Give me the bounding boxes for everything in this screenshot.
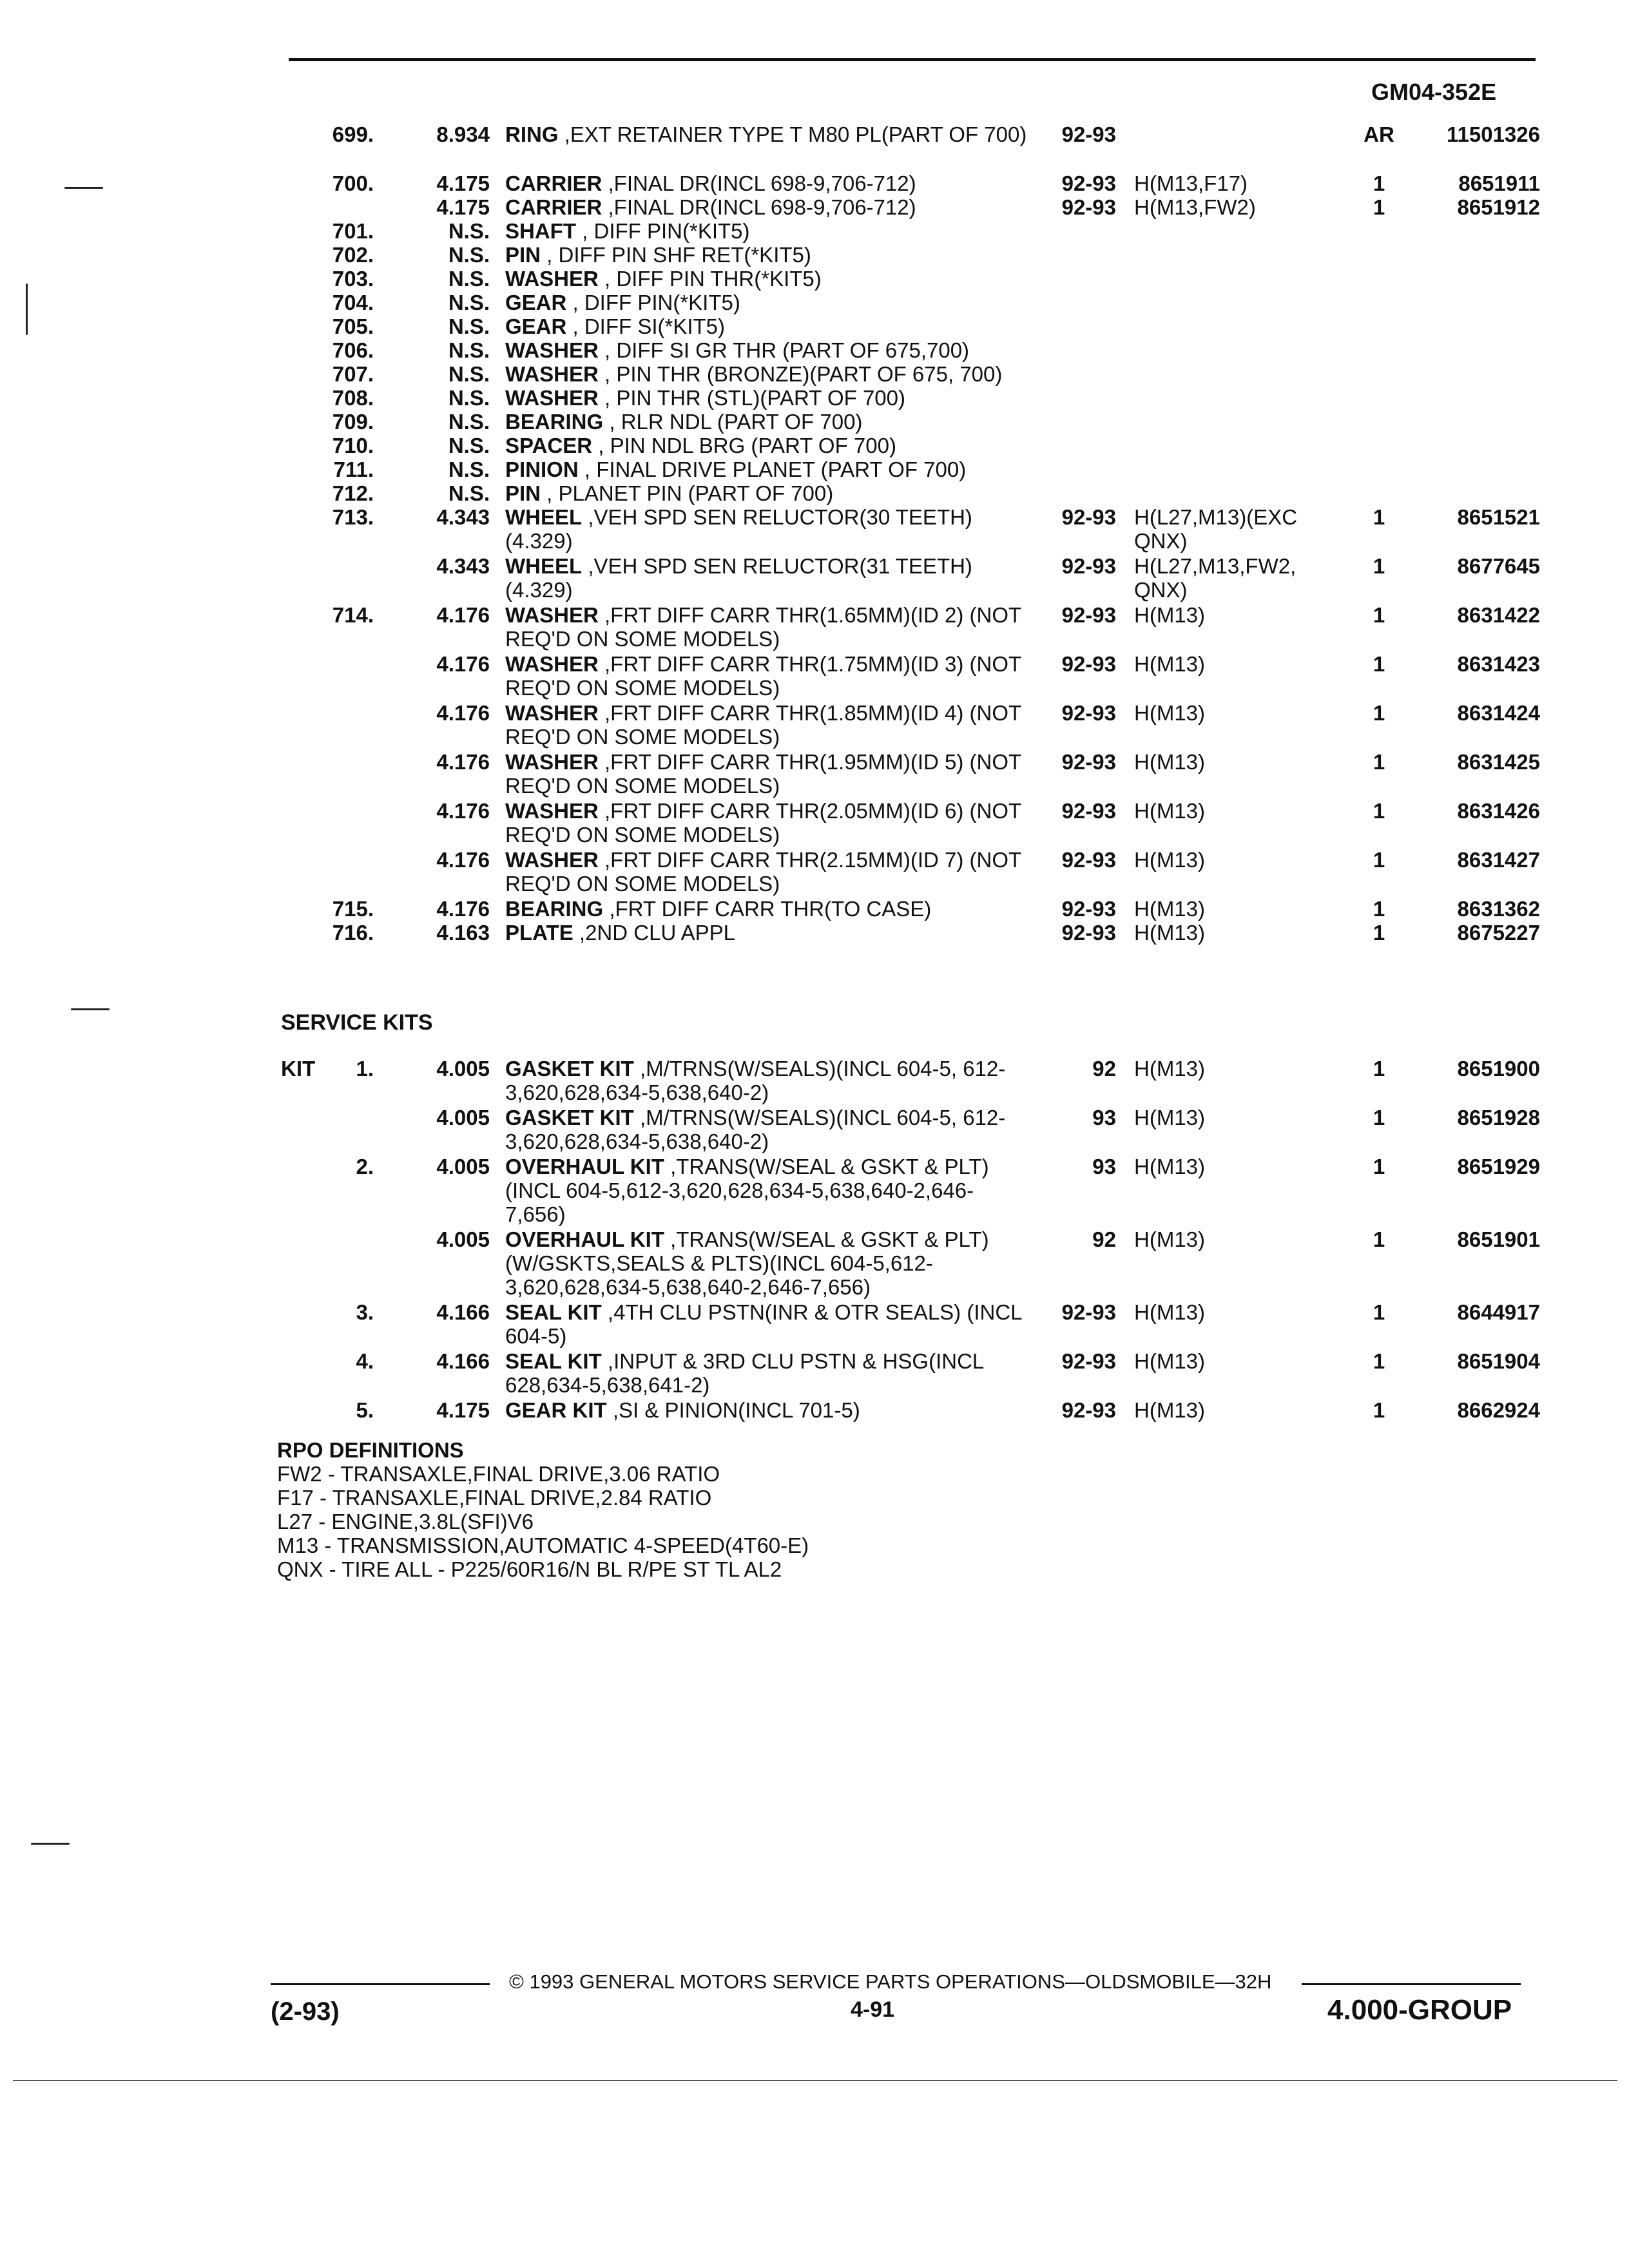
part-number: 8631423 — [1457, 652, 1540, 676]
group-number: 8.934 — [436, 122, 490, 146]
rpo-line: L27 - ENGINE,3.8L(SFI)V6 — [277, 1510, 534, 1533]
quantity: 1 — [1373, 1349, 1385, 1373]
part-number: 8651911 — [1458, 171, 1540, 195]
part-number: 8631426 — [1457, 799, 1540, 823]
part-detail: ,VEH SPD SEN RELUCTOR(31 TEETH) (4.329) — [505, 554, 972, 602]
bottom-rule — [13, 2080, 1617, 2081]
part-row — [0, 338, 1629, 362]
part-description — [505, 1106, 1034, 1153]
ref-number: 704. — [332, 291, 374, 314]
quantity: 1 — [1373, 848, 1385, 872]
application: H(L27,M13)(EXC QNX) — [1134, 505, 1298, 553]
application: H(M13,FW2) — [1134, 195, 1256, 219]
part-row — [0, 386, 1629, 410]
part-description — [505, 195, 1034, 219]
group-number: N.S. — [448, 410, 490, 434]
part-name: PIN — [505, 243, 541, 267]
part-detail: , DIFF SI GR THR (PART OF 675,700) — [598, 338, 970, 362]
part-name: SEAL KIT — [505, 1349, 602, 1373]
model-year: 93 — [1092, 1106, 1116, 1129]
group-number: 4.176 — [436, 799, 490, 823]
group-number: N.S. — [448, 362, 490, 386]
part-name: PIN — [505, 481, 541, 505]
application: H(M13) — [1134, 1349, 1206, 1373]
model-year: 92-93 — [1061, 171, 1116, 195]
part-description — [505, 1227, 1034, 1299]
model-year: 92-93 — [1061, 554, 1116, 578]
part-row — [0, 652, 1629, 701]
model-year: 92-93 — [1061, 505, 1116, 529]
part-row — [0, 921, 1629, 945]
part-name: SPACER — [505, 434, 593, 457]
ref-number: 706. — [332, 338, 374, 362]
group-number: 4.343 — [436, 554, 490, 578]
part-row — [0, 481, 1629, 505]
model-year: 92 — [1092, 1227, 1116, 1251]
model-year: 92 — [1092, 1057, 1116, 1081]
part-detail: ,M/TRNS(W/SEALS)(INCL 604-5, 612-3,620,628,634-5,638,640-2) — [505, 1057, 1006, 1104]
scan-mark — [31, 1843, 70, 1845]
application: H(M13) — [1134, 701, 1206, 725]
quantity: 1 — [1373, 1227, 1385, 1251]
rpo-line: QNX - TIRE ALL - P225/60R16/N BL R/PE ST TL AL2 — [277, 1557, 782, 1581]
rpo-title: RPO DEFINITIONS — [277, 1438, 464, 1462]
part-description — [505, 750, 1034, 798]
part-detail: ,FRT DIFF CARR THR(2.15MM)(ID 7) (NOT REQ'D ON SOME MODELS) — [505, 848, 1021, 896]
ref-number: 703. — [332, 267, 374, 291]
part-detail: , PIN THR (STL)(PART OF 700) — [598, 386, 905, 410]
part-number: 8631422 — [1457, 603, 1540, 627]
ref-number: 5. — [356, 1398, 374, 1422]
part-row — [0, 434, 1629, 457]
part-detail: ,TRANS(W/SEAL & GSKT & PLT)(INCL 604-5,612-3,620,628,634-5,638,640-2,646-7,656) — [505, 1155, 989, 1226]
model-year: 92-93 — [1061, 897, 1116, 921]
ref-number: 1. — [356, 1057, 374, 1081]
part-description — [505, 554, 1034, 602]
part-description — [505, 362, 1034, 386]
part-description — [505, 603, 1034, 651]
part-row — [0, 554, 1629, 603]
ref-number: 712. — [332, 481, 374, 505]
part-number: 8651912 — [1457, 195, 1540, 219]
part-description — [505, 1349, 1034, 1397]
group-number: N.S. — [448, 386, 490, 410]
part-detail: ,FRT DIFF CARR THR(TO CASE) — [603, 897, 932, 921]
application: H(M13) — [1134, 1398, 1206, 1422]
part-name: RING — [505, 122, 559, 146]
part-description — [505, 434, 1034, 457]
ref-number: 2. — [356, 1155, 374, 1178]
kit-row — [0, 1300, 1629, 1349]
part-detail: , RLR NDL (PART OF 700) — [603, 410, 863, 434]
part-name: GASKET KIT — [505, 1057, 634, 1081]
group-number: 4.176 — [436, 652, 490, 676]
quantity: 1 — [1373, 652, 1385, 676]
application: H(M13) — [1134, 848, 1206, 872]
part-number: 11501326 — [1446, 122, 1540, 146]
part-description — [505, 1300, 1034, 1348]
ref-number: 700. — [332, 171, 374, 195]
application: H(L27,M13,FW2, QNX) — [1134, 554, 1296, 602]
part-number: 8631424 — [1457, 701, 1540, 725]
group-number: N.S. — [448, 243, 490, 267]
ref-number: 715. — [332, 897, 374, 921]
ref-number: 710. — [332, 434, 374, 457]
group-number: 4.176 — [436, 897, 490, 921]
part-detail: ,FRT DIFF CARR THR(1.65MM)(ID 2) (NOT REQ'D ON SOME MODELS) — [505, 603, 1021, 651]
part-description — [505, 171, 1034, 195]
part-row — [0, 848, 1629, 897]
scan-mark — [64, 187, 103, 189]
part-description — [505, 701, 1034, 749]
application: H(M13) — [1134, 1155, 1206, 1178]
part-row — [0, 897, 1629, 921]
ref-number: 711. — [333, 457, 374, 481]
part-name: GEAR KIT — [505, 1398, 607, 1422]
part-number: 8631427 — [1457, 848, 1540, 872]
quantity: 1 — [1373, 195, 1385, 219]
scan-mark — [71, 1008, 110, 1010]
application: H(M13) — [1134, 799, 1206, 823]
part-name: CARRIER — [505, 171, 602, 195]
part-row — [0, 410, 1629, 434]
kit-row — [0, 1155, 1629, 1227]
application: H(M13) — [1134, 1057, 1206, 1081]
model-year: 92-93 — [1061, 122, 1116, 146]
kit-label: KIT — [281, 1057, 316, 1081]
model-year: 92-93 — [1061, 701, 1116, 725]
part-name: WASHER — [505, 362, 599, 386]
part-number: 8631362 — [1457, 897, 1540, 921]
part-row — [0, 603, 1629, 652]
group-number: 4.176 — [436, 848, 490, 872]
part-name: OVERHAUL KIT — [505, 1227, 664, 1251]
application: H(M13) — [1134, 897, 1206, 921]
part-description — [505, 291, 1034, 314]
part-row — [0, 291, 1629, 314]
part-row — [0, 195, 1629, 219]
part-row — [0, 267, 1629, 291]
ref-number: 716. — [332, 921, 374, 945]
revision-date: (2-93) — [271, 1997, 340, 2026]
application: H(M13) — [1134, 921, 1206, 945]
group-number: 4.005 — [436, 1106, 490, 1129]
part-detail: , DIFF PIN SHF RET(*KIT5) — [541, 243, 811, 267]
service-kits-table — [0, 1057, 1629, 1422]
quantity: 1 — [1373, 505, 1385, 529]
ref-number: 708. — [332, 386, 374, 410]
parts-table — [0, 122, 1629, 945]
group-number: 4.166 — [436, 1300, 490, 1324]
part-number: 8651928 — [1457, 1106, 1540, 1129]
part-detail: ,4TH CLU PSTN(INR & OTR SEALS) (INCL 604-5) — [505, 1300, 1022, 1348]
application: H(M13) — [1134, 1106, 1206, 1129]
quantity: 1 — [1373, 1106, 1385, 1129]
group-number: 4.175 — [436, 195, 490, 219]
part-detail: ,FINAL DR(INCL 698-9,706-712) — [602, 171, 916, 195]
part-name: SHAFT — [505, 219, 576, 243]
service-kits-heading: SERVICE KITS — [281, 1010, 433, 1035]
ref-number: 699. — [332, 122, 374, 146]
ref-number: 4. — [356, 1349, 374, 1373]
part-name: GEAR — [505, 291, 567, 314]
group-number: 4.005 — [436, 1057, 490, 1081]
group-number: N.S. — [448, 314, 490, 338]
group-number: N.S. — [448, 291, 490, 314]
part-name: WASHER — [505, 701, 599, 725]
ref-number: 702. — [332, 243, 374, 267]
scan-mark — [26, 284, 28, 335]
part-number: 8651900 — [1457, 1057, 1540, 1081]
group-number: 4.176 — [436, 603, 490, 627]
model-year: 92-93 — [1061, 750, 1116, 774]
quantity: 1 — [1373, 897, 1385, 921]
quantity: 1 — [1373, 921, 1385, 945]
part-name: BEARING — [505, 410, 604, 434]
part-name: PLATE — [505, 921, 574, 945]
model-year: 92-93 — [1061, 652, 1116, 676]
copyright-text: © 1993 GENERAL MOTORS SERVICE PARTS OPERATIONS—OLDSMOBILE—32H — [509, 1970, 1272, 1993]
part-number: 8662924 — [1457, 1398, 1540, 1422]
part-name: WASHER — [505, 603, 599, 627]
part-detail: ,EXT RETAINER TYPE T M80 PL(PART OF 700) — [558, 122, 1027, 146]
ref-number: 709. — [332, 410, 374, 434]
part-detail: ,FRT DIFF CARR THR(2.05MM)(ID 6) (NOT REQ'D ON SOME MODELS) — [505, 799, 1021, 847]
group-number: 4.005 — [436, 1227, 490, 1251]
application: H(M13) — [1134, 1300, 1206, 1324]
part-name: WASHER — [505, 652, 599, 676]
part-description — [505, 848, 1034, 896]
group-number: 4.166 — [436, 1349, 490, 1373]
part-detail: , DIFF PIN(*KIT5) — [566, 291, 740, 314]
part-name: WASHER — [505, 338, 599, 362]
kit-row — [0, 1349, 1629, 1398]
model-year: 92-93 — [1061, 603, 1116, 627]
group-number: N.S. — [448, 338, 490, 362]
part-row — [0, 799, 1629, 848]
rpo-line: FW2 - TRANSAXLE,FINAL DRIVE,3.06 RATIO — [277, 1462, 720, 1486]
part-name: PINION — [505, 457, 579, 481]
part-description — [505, 799, 1034, 847]
part-description — [505, 219, 1034, 243]
application: H(M13) — [1134, 1227, 1206, 1251]
ref-number: 701. — [332, 219, 374, 243]
model-year: 93 — [1092, 1155, 1116, 1178]
group-number: 4.176 — [436, 750, 490, 774]
part-detail: , DIFF PIN THR(*KIT5) — [598, 267, 822, 291]
part-detail: ,VEH SPD SEN RELUCTOR(30 TEETH) (4.329) — [505, 505, 972, 553]
part-detail: , DIFF PIN(*KIT5) — [576, 219, 750, 243]
quantity: AR — [1364, 122, 1394, 146]
group-number: 4.343 — [436, 505, 490, 529]
application: H(M13,F17) — [1134, 171, 1248, 195]
part-detail: ,FRT DIFF CARR THR(1.75MM)(ID 3) (NOT REQ'D ON SOME MODELS) — [505, 652, 1021, 700]
part-detail: ,FINAL DR(INCL 698-9,706-712) — [602, 195, 916, 219]
part-description — [505, 897, 1034, 921]
group-number: N.S. — [448, 481, 490, 505]
ref-number: 705. — [332, 314, 374, 338]
rpo-definitions — [277, 1438, 809, 1581]
part-detail: ,FRT DIFF CARR THR(1.95MM)(ID 5) (NOT REQ'D ON SOME MODELS) — [505, 750, 1021, 798]
part-detail: , DIFF SI(*KIT5) — [566, 314, 726, 338]
part-row — [0, 750, 1629, 799]
quantity: 1 — [1373, 799, 1385, 823]
part-description — [505, 652, 1034, 700]
part-number: 8677645 — [1457, 554, 1540, 578]
part-description — [505, 338, 1034, 362]
quantity: 1 — [1373, 171, 1385, 195]
part-number: 8651521 — [1457, 505, 1540, 529]
catalog-code: GM04-352E — [1371, 79, 1497, 105]
kit-row — [0, 1227, 1629, 1300]
top-rule — [289, 58, 1536, 61]
part-number: 8644917 — [1457, 1300, 1540, 1324]
model-year: 92-93 — [1061, 1398, 1116, 1422]
group-number: 4.163 — [436, 921, 490, 945]
ref-number: 3. — [356, 1300, 374, 1324]
ref-number: 713. — [332, 505, 374, 529]
quantity: 1 — [1373, 603, 1385, 627]
model-year: 92-93 — [1061, 1349, 1116, 1373]
kit-row — [0, 1057, 1629, 1106]
group-number: N.S. — [448, 219, 490, 243]
quantity: 1 — [1373, 554, 1385, 578]
part-detail: , PIN THR (BRONZE)(PART OF 675, 700) — [598, 362, 1003, 386]
part-name: WASHER — [505, 848, 599, 872]
part-row — [0, 701, 1629, 750]
part-row — [0, 219, 1629, 243]
part-row — [0, 243, 1629, 267]
part-number: 8651929 — [1457, 1155, 1540, 1178]
group-label: 4.000-GROUP — [1327, 1994, 1512, 2026]
page-number: 4-91 — [851, 1997, 895, 2022]
footer-rule-right — [1302, 1983, 1521, 1985]
model-year: 92-93 — [1061, 799, 1116, 823]
part-number: 8651904 — [1457, 1349, 1540, 1373]
model-year: 92-93 — [1061, 921, 1116, 945]
part-description — [505, 243, 1034, 267]
part-detail: , FINAL DRIVE PLANET (PART OF 700) — [578, 457, 967, 481]
part-name: GEAR — [505, 314, 567, 338]
part-detail: ,SI & PINION(INCL 701-5) — [606, 1398, 860, 1422]
group-number: 4.175 — [436, 171, 490, 195]
model-year: 92-93 — [1061, 1300, 1116, 1324]
model-year: 92-93 — [1061, 848, 1116, 872]
part-description — [505, 410, 1034, 434]
quantity: 1 — [1373, 1155, 1385, 1178]
part-detail: ,TRANS(W/SEAL & GSKT & PLT)(W/GSKTS,SEALS & PLTS)(INCL 604-5,612-3,620,628,634-5,638,640-2,646-7,656) — [505, 1227, 989, 1299]
kit-row — [0, 1398, 1629, 1422]
group-number: 4.176 — [436, 701, 490, 725]
part-description — [505, 1398, 1034, 1422]
application: H(M13) — [1134, 652, 1206, 676]
rpo-line: F17 - TRANSAXLE,FINAL DRIVE,2.84 RATIO — [277, 1486, 712, 1510]
part-name: BEARING — [505, 897, 604, 921]
part-detail: , PIN NDL BRG (PART OF 700) — [592, 434, 896, 457]
part-detail: ,INPUT & 3RD CLU PSTN & HSG(INCL 628,634-5,638,641-2) — [505, 1349, 984, 1397]
quantity: 1 — [1373, 701, 1385, 725]
part-name: GASKET KIT — [505, 1106, 634, 1129]
part-description — [505, 1155, 1034, 1226]
part-description — [505, 505, 1034, 553]
part-row — [0, 122, 1629, 171]
quantity: 1 — [1373, 1300, 1385, 1324]
part-number: 8631425 — [1457, 750, 1540, 774]
part-row — [0, 362, 1629, 386]
footer-rule-left — [271, 1983, 490, 1985]
part-number: 8675227 — [1457, 921, 1540, 945]
application: H(M13) — [1134, 750, 1206, 774]
quantity: 1 — [1373, 1057, 1385, 1081]
model-year: 92-93 — [1061, 195, 1116, 219]
part-row — [0, 314, 1629, 338]
part-detail: , PLANET PIN (PART OF 700) — [541, 481, 834, 505]
part-name: WHEEL — [505, 554, 583, 578]
part-detail: ,M/TRNS(W/SEALS)(INCL 604-5, 612-3,620,628,634-5,638,640-2) — [505, 1106, 1006, 1153]
quantity: 1 — [1373, 1398, 1385, 1422]
part-detail: ,2ND CLU APPL — [573, 921, 736, 945]
part-description — [505, 481, 1034, 505]
part-name: OVERHAUL KIT — [505, 1155, 664, 1178]
part-description — [505, 386, 1034, 410]
part-name: WASHER — [505, 799, 599, 823]
part-number: 8651901 — [1457, 1227, 1540, 1251]
part-name: WASHER — [505, 750, 599, 774]
part-name: SEAL KIT — [505, 1300, 602, 1324]
part-description — [505, 1057, 1034, 1104]
part-detail: ,FRT DIFF CARR THR(1.85MM)(ID 4) (NOT REQ'D ON SOME MODELS) — [505, 701, 1021, 749]
group-number: N.S. — [448, 434, 490, 457]
kit-row — [0, 1106, 1629, 1155]
part-description — [505, 457, 1034, 481]
part-row — [0, 457, 1629, 481]
part-description — [505, 921, 1034, 945]
ref-number: 714. — [332, 603, 374, 627]
part-name: WHEEL — [505, 505, 583, 529]
rpo-line: M13 - TRANSMISSION,AUTOMATIC 4-SPEED(4T60-E) — [277, 1533, 809, 1557]
part-description — [505, 267, 1034, 291]
group-number: 4.005 — [436, 1155, 490, 1178]
part-name: CARRIER — [505, 195, 602, 219]
quantity: 1 — [1373, 750, 1385, 774]
application: H(M13) — [1134, 603, 1206, 627]
part-name: WASHER — [505, 386, 599, 410]
part-name: WASHER — [505, 267, 599, 291]
group-number: N.S. — [448, 457, 490, 481]
group-number: 4.175 — [436, 1398, 490, 1422]
part-description — [505, 122, 1034, 146]
group-number: N.S. — [448, 267, 490, 291]
part-description — [505, 314, 1034, 338]
part-row — [0, 171, 1629, 195]
ref-number: 707. — [332, 362, 374, 386]
part-row — [0, 505, 1629, 554]
